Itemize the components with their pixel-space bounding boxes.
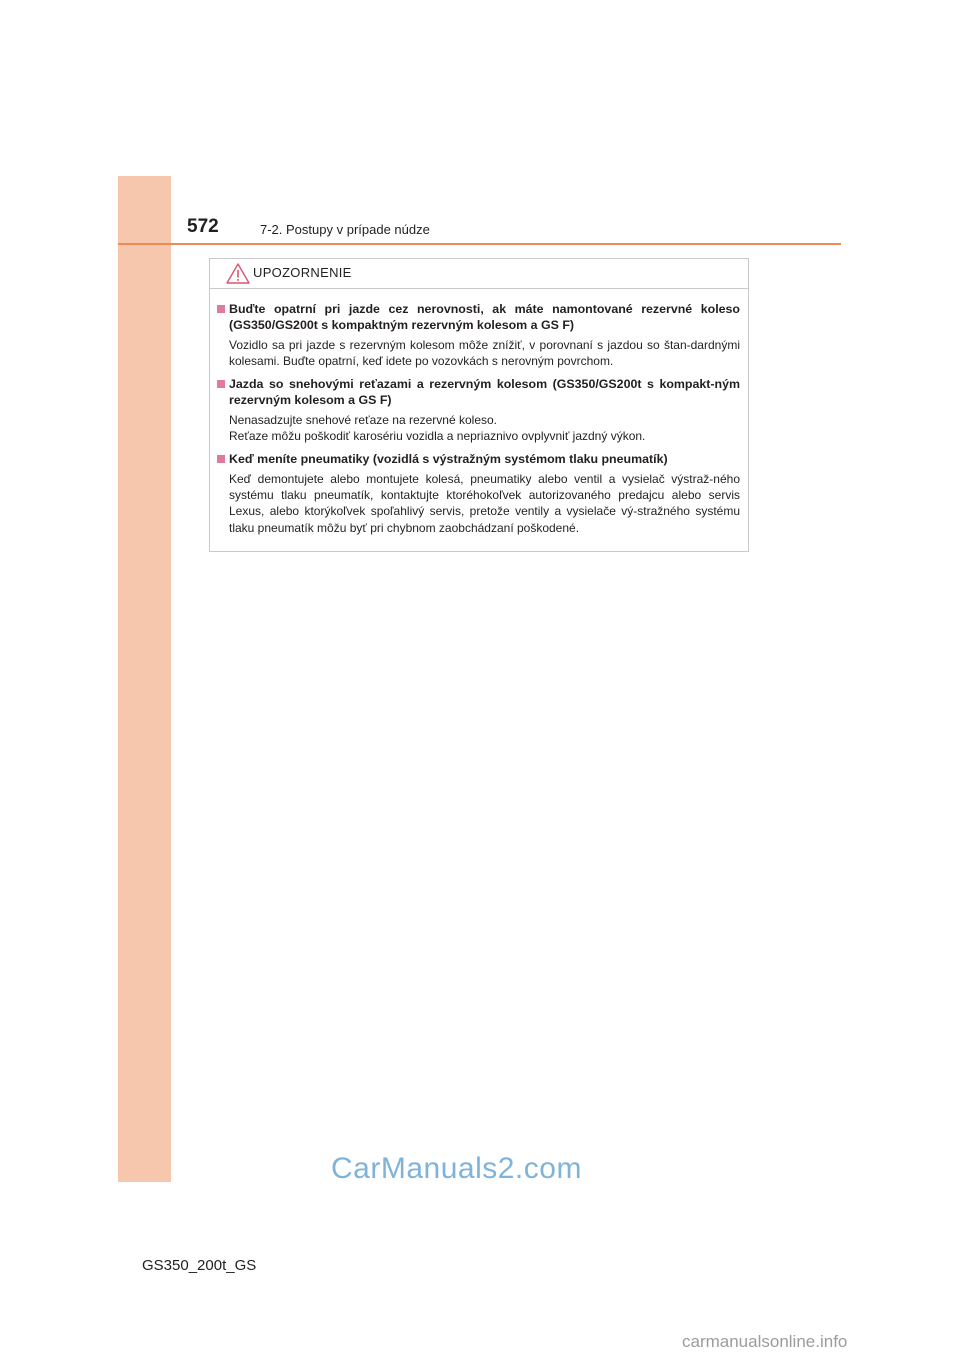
square-bullet-icon bbox=[217, 380, 225, 388]
footer-model-code: GS350_200t_GS bbox=[142, 1257, 257, 1274]
section-title: 7-2. Postupy v prípade núdze bbox=[260, 222, 430, 237]
warning-item bbox=[217, 301, 740, 370]
warning-item-text: Vozidlo sa pri jazde s rezervným kolesom môže znížiť, v porovnaní s jazdou so štan-dardnými kolesami. Buďte opatrní, keď idete po vozovkách s nerovným povrchom. bbox=[229, 338, 740, 369]
page-number: 572 bbox=[187, 216, 219, 237]
warning-item bbox=[217, 376, 740, 445]
side-color-band bbox=[118, 176, 171, 1182]
square-bullet-icon bbox=[217, 455, 225, 463]
warning-box bbox=[209, 258, 749, 552]
watermark-logo: CarManuals2.com bbox=[331, 1152, 582, 1185]
warning-item-heading: Jazda so snehovými reťazami a rezervným kolesom (GS350/GS200t s kompakt-ným rezervným kolesom a GS F) bbox=[217, 376, 740, 408]
warning-item-text: Keď demontujete alebo montujete kolesá, pneumatiky alebo ventil a vysielač výstraž-ného systému tlaku pneumatík, kontaktujte ktoréhokoľvek autorizovaného predajcu alebo servis Lexus, alebo ktorýkoľvek spoľahlivý servis, pretože ventily a vysielače vý-stražného systému tlaku pneumatík môžu byť pri chybnom zaobchádzaní poškodené. bbox=[229, 471, 740, 535]
warning-item-text: Reťaze môžu poškodiť karosériu vozidla a nepriaznivo ovplyvniť jazdný výkon. bbox=[229, 429, 646, 444]
warning-item-text: Nenasadzujte snehové reťaze na rezervné koleso. bbox=[229, 412, 497, 427]
warning-body bbox=[210, 289, 748, 536]
footer-site-link[interactable]: carmanualsonline.info bbox=[682, 1332, 848, 1351]
warning-title: UPOZORNENIE bbox=[253, 265, 352, 280]
warning-item bbox=[217, 451, 740, 537]
warning-header bbox=[210, 259, 748, 289]
warning-triangle-icon bbox=[226, 263, 250, 284]
header-rule bbox=[118, 243, 841, 245]
square-bullet-icon bbox=[217, 305, 225, 313]
warning-item-heading: Buďte opatrní pri jazde cez nerovnosti, ak máte namontované rezervné koleso (GS350/GS200t s kompaktným rezervným kolesom a GS F) bbox=[217, 301, 740, 333]
warning-item-heading: Keď meníte pneumatiky (vozidlá s výstražným systémom tlaku pneumatík) bbox=[217, 451, 740, 467]
